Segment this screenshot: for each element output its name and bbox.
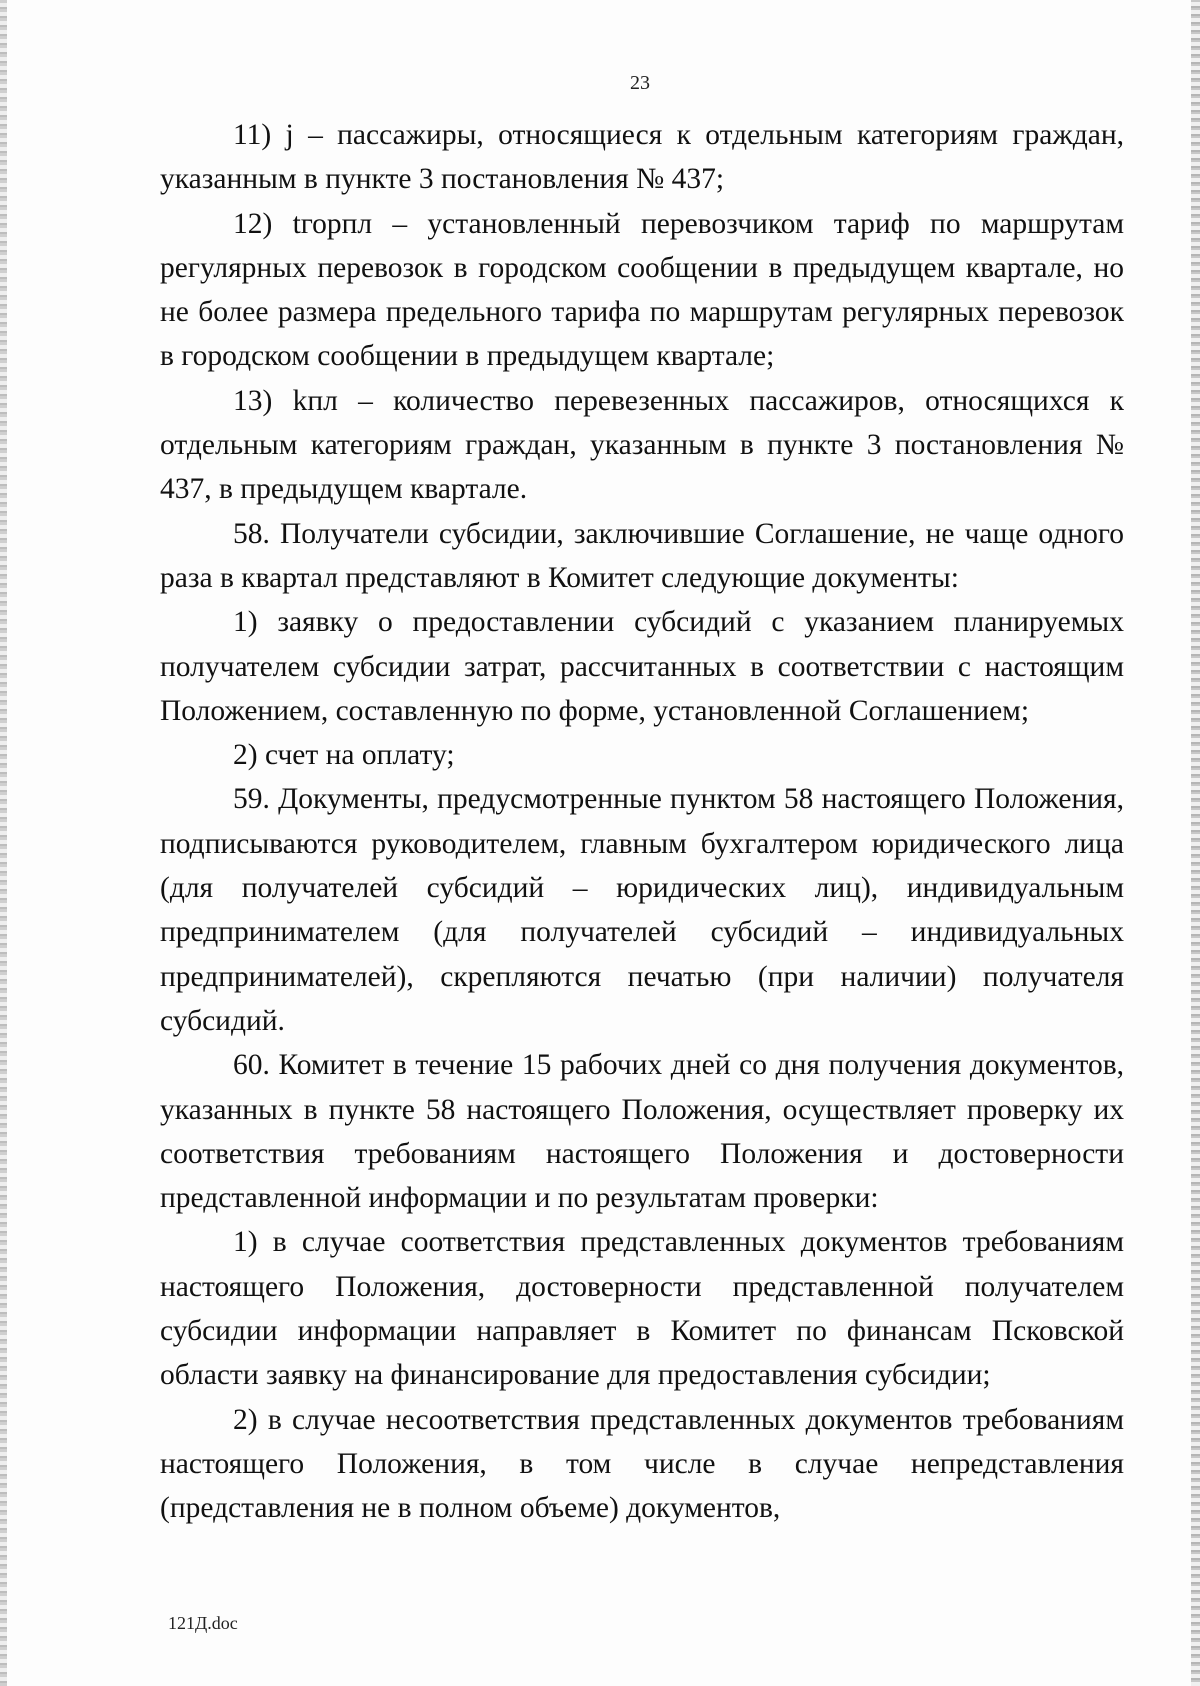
paragraph-58-item-1: 1) заявку о предоставлении субсидий с указанием планируемых получателем субсидии затрат, рассчитанных в соответствии с настоящим Положением, составленную по форме, установленной Соглашением; [160, 606, 1124, 727]
paragraph-58: 58. Получатели субсидии, заключившие Соглашение, не чаще одного раза в квартал представляют в Комитет следующие документы: [160, 517, 1124, 594]
page-number: 23 [630, 72, 650, 94]
footer-filename: 121Д.doc [168, 1613, 238, 1633]
scan-edge-right [1191, 0, 1200, 1686]
document-body [160, 113, 1124, 1531]
paragraph-11-j: 11) j – пассажиры, относящиеся к отдельным категориям граждан, указанным в пункте 3 постановления № 437; [160, 119, 1124, 196]
paragraph-60-item-1: 1) в случае соответствия представленных документов требованиям настоящего Положения, достоверности представленной получателем субсидии информации направляет в Комитет по финансам Псковской области заявку на финансирование для предоставления субсидии; [160, 1226, 1124, 1392]
paragraph-13-kpl: 13) kпл – количество перевезенных пассажиров, относящихся к отдельным категориям граждан, указанным в пункте 3 постановления № 437, в предыдущем квартале. [160, 384, 1124, 506]
paragraph-58-item-2: 2) счет на оплату; [233, 739, 455, 772]
paragraph-60: 60. Комитет в течение 15 рабочих дней со дня получения документов, указанных в пункте 58 настоящего Положения, осуществляет проверку их соответствия требованиям настоящего Положения и достоверности представленной информации и по результатам проверки: [160, 1049, 1124, 1215]
paragraph-59: 59. Документы, предусмотренные пунктом 58 настоящего Положения, подписываются руководителем, главным бухгалтером юридического лица (для получателей субсидий – юридических лиц), индивидуальным предпринимателем (для получателей субсидий – индивидуальных предпринимателей), скрепляются печатью (при наличии) получателя субсидий. [160, 783, 1124, 1037]
paragraph-60-item-2: 2) в случае несоответствия представленных документов требованиям настоящего Положения, в том числе в случае непредставления (представления не в полном объеме) документов, [160, 1403, 1124, 1525]
scan-edge-left [0, 0, 7, 1686]
paragraph-12-tariff: 12) tгорпл – установленный перевозчиком тариф по маршрутам регулярных перевозок в городском сообщении в предыдущем квартале, но не более размера предельного тарифа по маршрутам регулярных перевозок в городском сообщении в предыдущем квартале; [160, 207, 1124, 373]
